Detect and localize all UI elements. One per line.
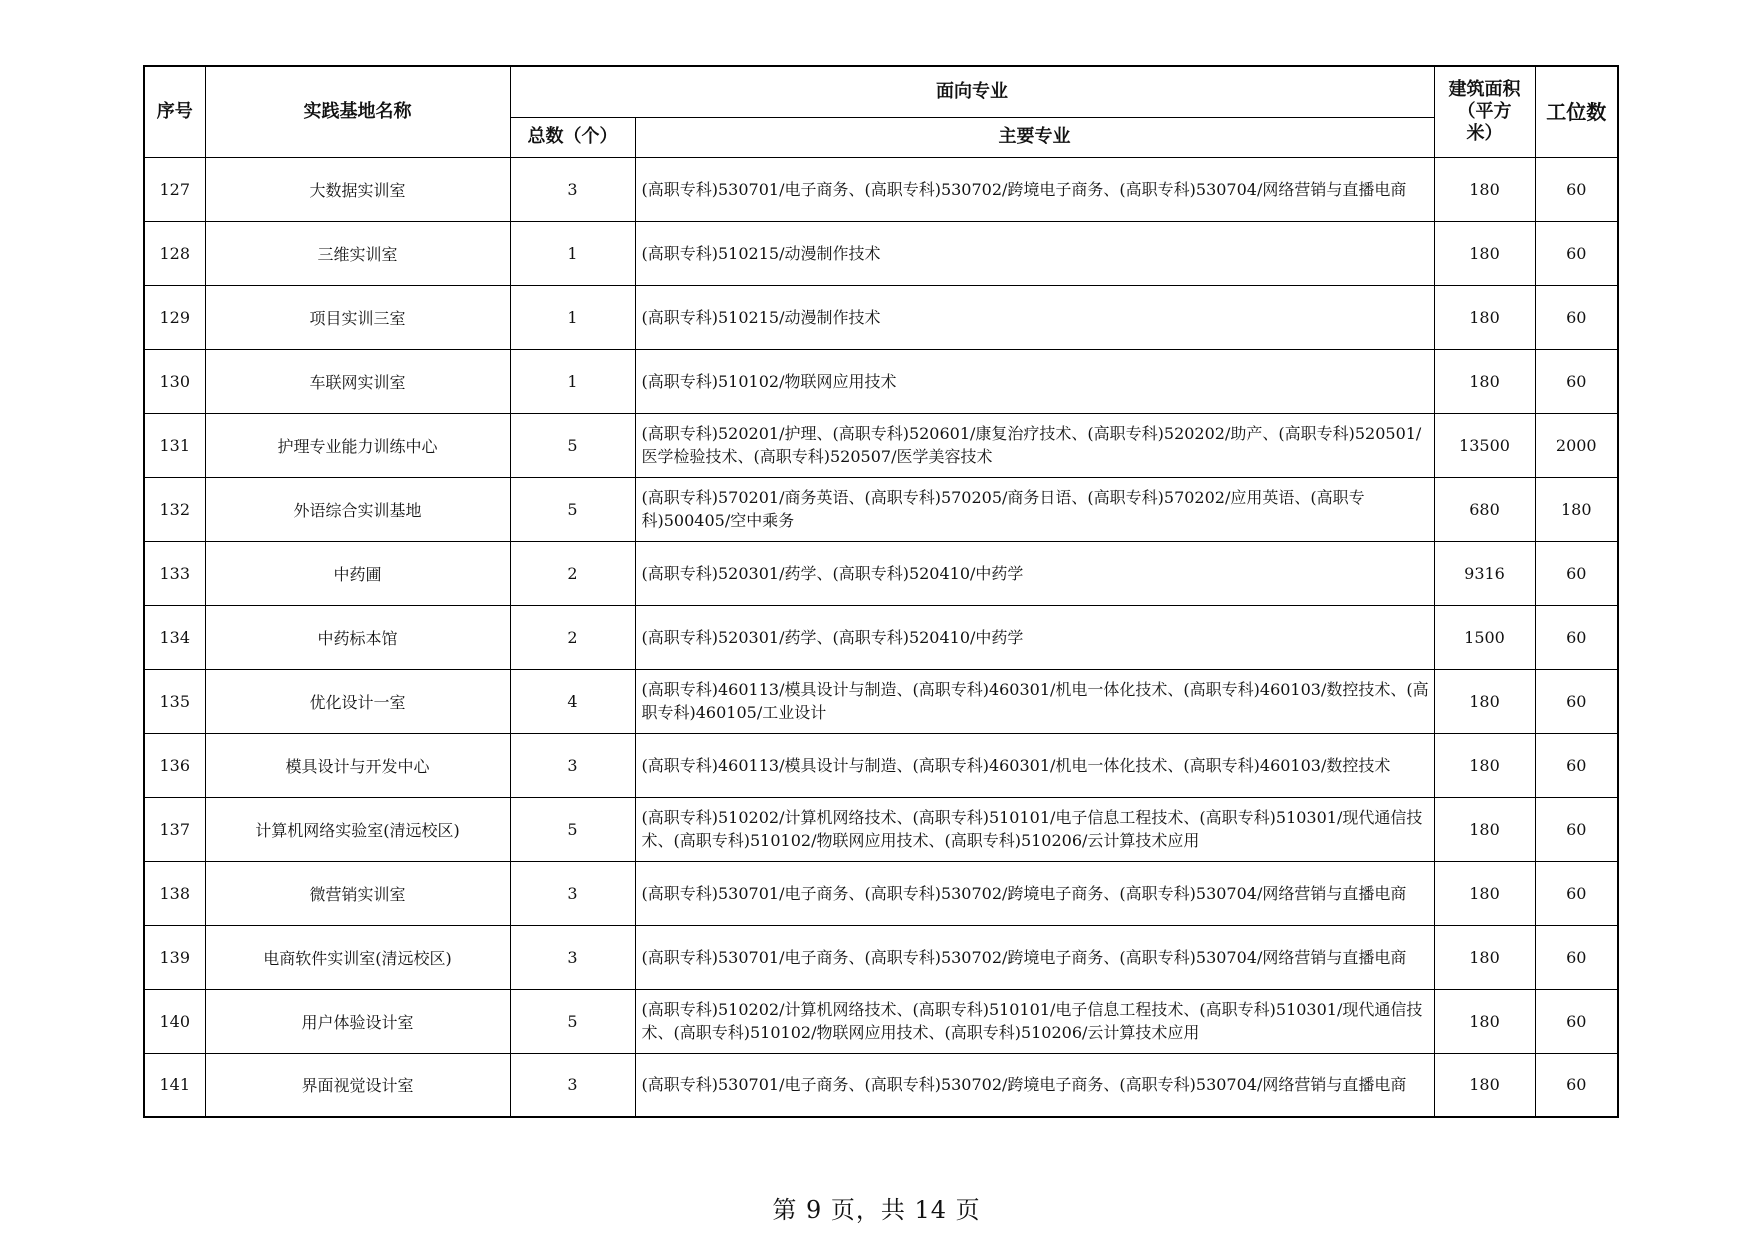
row-area: 1500 bbox=[1434, 605, 1535, 669]
row-area: 180 bbox=[1434, 221, 1535, 285]
table-header bbox=[144, 66, 1618, 157]
table-row bbox=[144, 989, 1618, 1053]
row-seq: 141 bbox=[144, 1053, 205, 1117]
row-area: 9316 bbox=[1434, 541, 1535, 605]
practice-base-table bbox=[143, 65, 1619, 1118]
row-stations: 60 bbox=[1535, 221, 1618, 285]
row-majors: (高职专科)530701/电子商务、(高职专科)530702/跨境电子商务、(高职专科)530704/网络营销与直播电商 bbox=[635, 925, 1434, 989]
row-area: 180 bbox=[1434, 861, 1535, 925]
row-area: 180 bbox=[1434, 1053, 1535, 1117]
header-stations: 工位数 bbox=[1535, 66, 1618, 157]
row-stations: 60 bbox=[1535, 797, 1618, 861]
table-row bbox=[144, 541, 1618, 605]
table-row bbox=[144, 605, 1618, 669]
row-stations: 60 bbox=[1535, 669, 1618, 733]
row-base-name: 中药标本馆 bbox=[205, 605, 510, 669]
row-area: 180 bbox=[1434, 349, 1535, 413]
page-number: 第 9 页，共 14 页 bbox=[772, 1196, 981, 1224]
row-base-name: 外语综合实训基地 bbox=[205, 477, 510, 541]
header-total: 总数（个） bbox=[510, 117, 635, 157]
row-majors: (高职专科)520301/药学、(高职专科)520410/中药学 bbox=[635, 541, 1434, 605]
row-seq: 130 bbox=[144, 349, 205, 413]
row-total: 5 bbox=[510, 797, 635, 861]
row-total: 3 bbox=[510, 925, 635, 989]
row-total: 4 bbox=[510, 669, 635, 733]
row-seq: 132 bbox=[144, 477, 205, 541]
table-row bbox=[144, 157, 1618, 221]
header-area: 建筑面积（平方米） bbox=[1434, 66, 1535, 157]
row-base-name: 电商软件实训室(清远校区) bbox=[205, 925, 510, 989]
row-majors: (高职专科)510215/动漫制作技术 bbox=[635, 221, 1434, 285]
row-stations: 60 bbox=[1535, 989, 1618, 1053]
row-stations: 60 bbox=[1535, 925, 1618, 989]
table-row bbox=[144, 861, 1618, 925]
row-seq: 133 bbox=[144, 541, 205, 605]
table-row bbox=[144, 669, 1618, 733]
row-majors: (高职专科)530701/电子商务、(高职专科)530702/跨境电子商务、(高职专科)530704/网络营销与直播电商 bbox=[635, 157, 1434, 221]
row-area: 680 bbox=[1434, 477, 1535, 541]
row-total: 1 bbox=[510, 285, 635, 349]
row-area: 180 bbox=[1434, 669, 1535, 733]
row-total: 2 bbox=[510, 541, 635, 605]
header-base-name: 实践基地名称 bbox=[205, 66, 510, 157]
header-facing-majors: 面向专业 bbox=[510, 66, 1434, 117]
header-main-majors: 主要专业 bbox=[635, 117, 1434, 157]
row-base-name: 中药圃 bbox=[205, 541, 510, 605]
table-body bbox=[144, 157, 1618, 1117]
row-base-name: 三维实训室 bbox=[205, 221, 510, 285]
row-stations: 60 bbox=[1535, 541, 1618, 605]
row-seq: 139 bbox=[144, 925, 205, 989]
row-base-name: 车联网实训室 bbox=[205, 349, 510, 413]
row-stations: 60 bbox=[1535, 157, 1618, 221]
row-base-name: 大数据实训室 bbox=[205, 157, 510, 221]
row-majors: (高职专科)570201/商务英语、(高职专科)570205/商务日语、(高职专科)570202/应用英语、(高职专科)500405/空中乘务 bbox=[635, 477, 1434, 541]
row-seq: 136 bbox=[144, 733, 205, 797]
row-base-name: 优化设计一室 bbox=[205, 669, 510, 733]
row-base-name: 微营销实训室 bbox=[205, 861, 510, 925]
header-seq: 序号 bbox=[144, 66, 205, 157]
row-majors: (高职专科)510102/物联网应用技术 bbox=[635, 349, 1434, 413]
row-area: 180 bbox=[1434, 797, 1535, 861]
row-base-name: 模具设计与开发中心 bbox=[205, 733, 510, 797]
row-majors: (高职专科)510215/动漫制作技术 bbox=[635, 285, 1434, 349]
row-majors: (高职专科)530701/电子商务、(高职专科)530702/跨境电子商务、(高职专科)530704/网络营销与直播电商 bbox=[635, 1053, 1434, 1117]
table-row bbox=[144, 797, 1618, 861]
row-total: 3 bbox=[510, 733, 635, 797]
row-stations: 60 bbox=[1535, 349, 1618, 413]
table-row bbox=[144, 285, 1618, 349]
row-area: 13500 bbox=[1434, 413, 1535, 477]
row-area: 180 bbox=[1434, 157, 1535, 221]
row-majors: (高职专科)520301/药学、(高职专科)520410/中药学 bbox=[635, 605, 1434, 669]
row-majors: (高职专科)530701/电子商务、(高职专科)530702/跨境电子商务、(高职专科)530704/网络营销与直播电商 bbox=[635, 861, 1434, 925]
row-total: 5 bbox=[510, 477, 635, 541]
row-total: 5 bbox=[510, 413, 635, 477]
table-row bbox=[144, 477, 1618, 541]
row-majors: (高职专科)520201/护理、(高职专科)520601/康复治疗技术、(高职专科)520202/助产、(高职专科)520501/医学检验技术、(高职专科)520507/医学美容技术 bbox=[635, 413, 1434, 477]
row-seq: 127 bbox=[144, 157, 205, 221]
row-total: 2 bbox=[510, 605, 635, 669]
row-seq: 140 bbox=[144, 989, 205, 1053]
row-seq: 128 bbox=[144, 221, 205, 285]
row-seq: 137 bbox=[144, 797, 205, 861]
row-total: 1 bbox=[510, 221, 635, 285]
row-base-name: 界面视觉设计室 bbox=[205, 1053, 510, 1117]
row-base-name: 用户体验设计室 bbox=[205, 989, 510, 1053]
table-row bbox=[144, 413, 1618, 477]
table-row bbox=[144, 733, 1618, 797]
row-total: 5 bbox=[510, 989, 635, 1053]
row-area: 180 bbox=[1434, 733, 1535, 797]
row-base-name: 项目实训三室 bbox=[205, 285, 510, 349]
row-total: 3 bbox=[510, 157, 635, 221]
row-base-name: 计算机网络实验室(清远校区) bbox=[205, 797, 510, 861]
row-stations: 60 bbox=[1535, 1053, 1618, 1117]
table-row bbox=[144, 349, 1618, 413]
row-base-name: 护理专业能力训练中心 bbox=[205, 413, 510, 477]
row-area: 180 bbox=[1434, 989, 1535, 1053]
row-stations: 60 bbox=[1535, 861, 1618, 925]
table-row bbox=[144, 1053, 1618, 1117]
row-seq: 135 bbox=[144, 669, 205, 733]
row-stations: 60 bbox=[1535, 285, 1618, 349]
row-seq: 131 bbox=[144, 413, 205, 477]
row-stations: 180 bbox=[1535, 477, 1618, 541]
table-row bbox=[144, 221, 1618, 285]
row-majors: (高职专科)510202/计算机网络技术、(高职专科)510101/电子信息工程技术、(高职专科)510301/现代通信技术、(高职专科)510102/物联网应用技术、(高职专科)510206/云计算技术应用 bbox=[635, 797, 1434, 861]
row-stations: 60 bbox=[1535, 605, 1618, 669]
row-majors: (高职专科)510202/计算机网络技术、(高职专科)510101/电子信息工程技术、(高职专科)510301/现代通信技术、(高职专科)510102/物联网应用技术、(高职专科)510206/云计算技术应用 bbox=[635, 989, 1434, 1053]
row-total: 3 bbox=[510, 861, 635, 925]
row-seq: 134 bbox=[144, 605, 205, 669]
row-stations: 2000 bbox=[1535, 413, 1618, 477]
row-total: 3 bbox=[510, 1053, 635, 1117]
row-area: 180 bbox=[1434, 925, 1535, 989]
row-total: 1 bbox=[510, 349, 635, 413]
row-area: 180 bbox=[1434, 285, 1535, 349]
row-majors: (高职专科)460113/模具设计与制造、(高职专科)460301/机电一体化技术、(高职专科)460103/数控技术 bbox=[635, 733, 1434, 797]
row-stations: 60 bbox=[1535, 733, 1618, 797]
row-seq: 129 bbox=[144, 285, 205, 349]
row-seq: 138 bbox=[144, 861, 205, 925]
row-majors: (高职专科)460113/模具设计与制造、(高职专科)460301/机电一体化技术、(高职专科)460103/数控技术、(高职专科)460105/工业设计 bbox=[635, 669, 1434, 733]
table-row bbox=[144, 925, 1618, 989]
